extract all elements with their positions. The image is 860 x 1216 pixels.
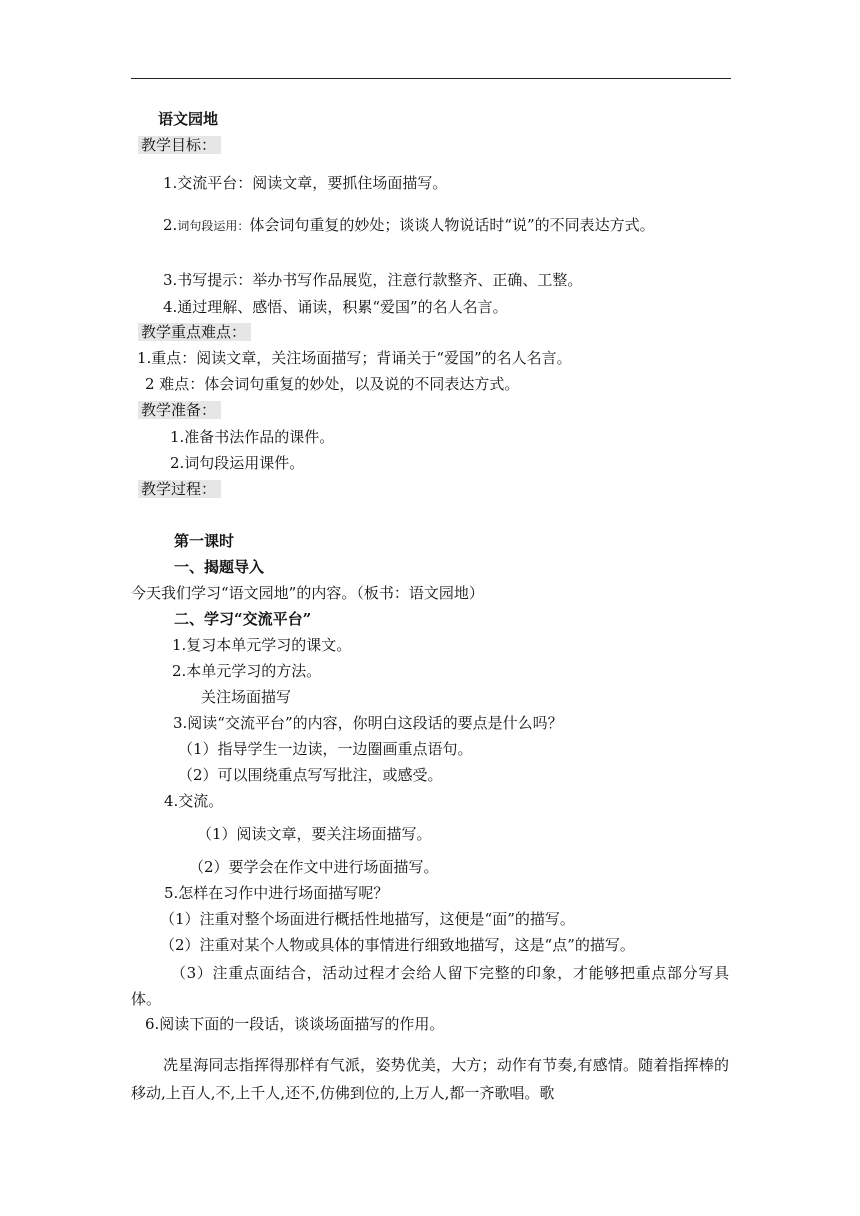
section-heading-process-text: 教学过程： [138, 480, 221, 498]
part1-heading: 一、揭题导入 [174, 558, 265, 576]
step-3: 3.阅读“交流平台”的内容，你明白这段话的要点是什么吗？ [173, 714, 563, 732]
prep-1: 1.准备书法作品的课件。 [170, 428, 335, 446]
section-heading-key-points [138, 321, 251, 343]
lesson-title: 第一课时 [174, 532, 235, 550]
section-heading-goals [138, 134, 221, 156]
section-heading-goals-text: 教学目标： [138, 136, 221, 154]
step-3-2: （2）可以围绕重点写写批注，或感受。 [178, 766, 443, 784]
key-point-1: 1.重点：阅读文章，关注场面描写；背诵关于“爱国”的名人名言。 [137, 349, 572, 367]
step-5-2: （2）注重对某个人物或具体的事情进行细致地描写，这是“点”的描写。 [160, 936, 635, 954]
document-title: 语文园地 [158, 110, 219, 128]
goal-1: 1.交流平台：阅读文章，要抓住场面描写。 [163, 174, 448, 192]
section-heading-process [138, 478, 221, 500]
part2-heading: 二、学习“交流平台” [174, 610, 312, 628]
prep-2: 2.词句段运用课件。 [170, 454, 305, 472]
step-4: 4.交流。 [164, 792, 224, 810]
section-heading-prep-text: 教学准备： [138, 401, 221, 419]
goal-4: 4.通过理解、感悟、诵读，积累“爱国”的名人名言。 [163, 298, 508, 316]
step-4-2: （2）要学会在作文中进行场面描写。 [189, 858, 439, 876]
step-5-1: （1）注重对整个场面进行概括性地描写，这便是“面”的描写。 [160, 910, 575, 928]
step-5-3: （3）注重点面结合，活动过程才会给人留下完整的印象，才能够把重点部分写具体。 [131, 964, 729, 1008]
step-4-1: （1）阅读文章，要关注场面描写。 [197, 825, 432, 843]
passage: 冼星海同志指挥得那样有气派，姿势优美，大方；动作有节奏,有感情。随着指挥棒的移动,上百人,不,上千人,还不,仿佛到位的,上万人,都一齐歌唱。歌 [131, 1056, 729, 1102]
goal-2-prefix: 2. [163, 216, 178, 234]
key-point-2: 2 难点：体会词句重复的妙处，以及说的不同表达方式。 [145, 375, 520, 393]
goal-3: 3.书写提示：举办书写作品展览，注意行款整齐、正确、工整。 [163, 271, 583, 289]
goal-2-label: 词句段运用： [177, 219, 250, 233]
step-5: 5.怎样在习作中进行场面描写呢？ [164, 884, 389, 902]
goal-2 [133, 211, 731, 240]
step-2-sub: 关注场面描写 [201, 688, 292, 706]
step-2: 2.本单元学习的方法。 [172, 662, 322, 680]
step-3-1: （1）指导学生一边读，一边圈画重点语句。 [178, 740, 473, 758]
part1-text: 今天我们学习“语文园地”的内容。（板书：语文园地） [131, 584, 484, 602]
section-heading-prep [138, 399, 221, 421]
section-heading-key-points-text: 教学重点难点： [138, 323, 251, 341]
goal-2-text: 体会词句重复的妙处；谈谈人物说话时“说”的不同表达方式。 [249, 216, 655, 234]
step-1: 1.复习本单元学习的课文。 [172, 636, 352, 654]
header-rule [131, 78, 731, 79]
step-6: 6.阅读下面的一段话，谈谈场面描写的作用。 [145, 1015, 445, 1033]
